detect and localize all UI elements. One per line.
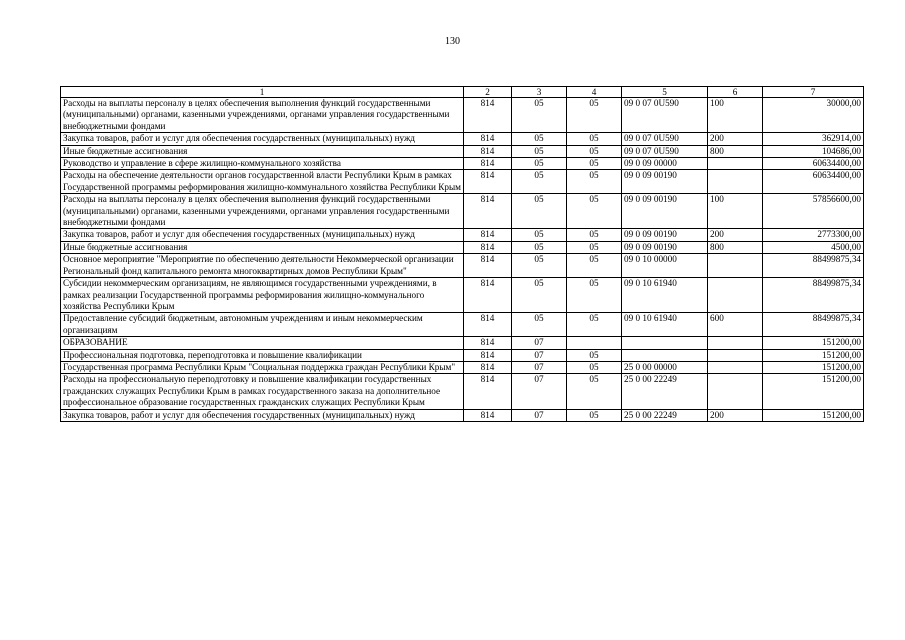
row-section-cell: 05 [512, 313, 567, 337]
row-ved-cell: 814 [464, 313, 512, 337]
row-subsection-cell: 05 [567, 98, 622, 133]
row-target-article-cell: 09 0 07 0U590 [622, 98, 708, 133]
page-number: 130 [445, 36, 460, 47]
table-body [61, 98, 864, 422]
row-expense-type-cell [708, 337, 763, 349]
row-ved-cell: 814 [464, 194, 512, 229]
row-section-cell: 05 [512, 170, 567, 194]
row-expense-type-cell: 100 [708, 194, 763, 229]
row-name-cell: Иные бюджетные ассигнования [61, 145, 464, 157]
row-subsection-cell [567, 337, 622, 349]
table-row [61, 229, 864, 241]
row-expense-type-cell: 600 [708, 313, 763, 337]
row-section-cell: 07 [512, 337, 567, 349]
row-name-cell: ОБРАЗОВАНИЕ [61, 337, 464, 349]
row-subsection-cell: 05 [567, 133, 622, 145]
row-section-cell: 05 [512, 241, 567, 253]
table-header-row [61, 87, 864, 98]
row-amount-cell: 88499875,34 [763, 313, 864, 337]
column-header: 4 [567, 87, 622, 98]
row-ved-cell: 814 [464, 337, 512, 349]
row-expense-type-cell [708, 278, 763, 313]
row-ved-cell: 814 [464, 361, 512, 373]
row-target-article-cell: 09 0 07 0U590 [622, 145, 708, 157]
row-target-article-cell: 09 0 09 00190 [622, 229, 708, 241]
table-row [61, 374, 864, 409]
row-target-article-cell: 09 0 10 61940 [622, 278, 708, 313]
row-amount-cell: 362914,00 [763, 133, 864, 145]
table-row [61, 313, 864, 337]
row-ved-cell: 814 [464, 145, 512, 157]
table-row [61, 98, 864, 133]
row-subsection-cell: 05 [567, 361, 622, 373]
row-target-article-cell: 09 0 09 00190 [622, 194, 708, 229]
row-expense-type-cell [708, 361, 763, 373]
table-row [61, 170, 864, 194]
row-name-cell: Расходы на выплаты персоналу в целях обеспечения выполнения функций государственными (муниципальными) органами, казенными учреждениями, органами управления государственными внебюджетными фондами [61, 98, 464, 133]
column-header: 1 [61, 87, 464, 98]
column-header: 7 [763, 87, 864, 98]
row-target-article-cell: 09 0 09 00190 [622, 170, 708, 194]
row-name-cell: Расходы на выплаты персоналу в целях обеспечения выполнения функций государственными (муниципальными) органами, казенными учреждениями, органами управления государственными внебюджетными фондами [61, 194, 464, 229]
row-expense-type-cell [708, 170, 763, 194]
row-name-cell: Расходы на обеспечение деятельности органов государственной власти Республики Крым в рамках Государственной программы реформирования жилищно-коммунального хозяйства Республики Крым [61, 170, 464, 194]
column-header: 3 [512, 87, 567, 98]
row-section-cell: 07 [512, 374, 567, 409]
row-expense-type-cell [708, 254, 763, 278]
row-name-cell: Субсидии некоммерческим организациям, не являющимся государственными учреждениями, в рамках реализации Государственной программы реформирования жилищно-коммунального хозяйства Республики Крым [61, 278, 464, 313]
row-target-article-cell: 09 0 09 00190 [622, 241, 708, 253]
table-row [61, 158, 864, 170]
row-subsection-cell: 05 [567, 145, 622, 157]
row-amount-cell: 151200,00 [763, 349, 864, 361]
table-row [61, 278, 864, 313]
row-section-cell: 05 [512, 145, 567, 157]
table-row [61, 361, 864, 373]
row-section-cell: 07 [512, 409, 567, 421]
table-row [61, 254, 864, 278]
row-amount-cell: 4500,00 [763, 241, 864, 253]
row-section-cell: 05 [512, 194, 567, 229]
row-section-cell: 05 [512, 278, 567, 313]
row-subsection-cell: 05 [567, 349, 622, 361]
row-name-cell: Основное мероприятие "Мероприятие по обеспечению деятельности Некоммерческой организации Региональный фонд капитального ремонта многоквартирных домов Республики Крым" [61, 254, 464, 278]
row-subsection-cell: 05 [567, 194, 622, 229]
row-amount-cell: 151200,00 [763, 409, 864, 421]
row-name-cell: Закупка товаров, работ и услуг для обеспечения государственных (муниципальных) нужд [61, 229, 464, 241]
row-subsection-cell: 05 [567, 241, 622, 253]
row-expense-type-cell: 200 [708, 229, 763, 241]
row-amount-cell: 88499875,34 [763, 254, 864, 278]
row-name-cell: Иные бюджетные ассигнования [61, 241, 464, 253]
row-expense-type-cell: 200 [708, 409, 763, 421]
row-amount-cell: 151200,00 [763, 374, 864, 409]
table-row [61, 145, 864, 157]
table-row [61, 409, 864, 421]
row-target-article-cell: 09 0 10 00000 [622, 254, 708, 278]
row-amount-cell: 151200,00 [763, 361, 864, 373]
row-ved-cell: 814 [464, 241, 512, 253]
row-amount-cell: 104686,00 [763, 145, 864, 157]
row-ved-cell: 814 [464, 158, 512, 170]
row-section-cell: 05 [512, 254, 567, 278]
row-amount-cell: 88499875,34 [763, 278, 864, 313]
row-target-article-cell: 09 0 09 00000 [622, 158, 708, 170]
column-header: 6 [708, 87, 763, 98]
row-amount-cell: 151200,00 [763, 337, 864, 349]
row-section-cell: 07 [512, 349, 567, 361]
row-ved-cell: 814 [464, 254, 512, 278]
table-row [61, 194, 864, 229]
row-ved-cell: 814 [464, 349, 512, 361]
row-subsection-cell: 05 [567, 254, 622, 278]
row-expense-type-cell: 800 [708, 241, 763, 253]
row-target-article-cell [622, 337, 708, 349]
row-target-article-cell: 25 0 00 22249 [622, 374, 708, 409]
row-subsection-cell: 05 [567, 158, 622, 170]
row-section-cell: 07 [512, 361, 567, 373]
row-target-article-cell [622, 349, 708, 361]
column-header: 5 [622, 87, 708, 98]
row-subsection-cell: 05 [567, 374, 622, 409]
table-row [61, 337, 864, 349]
row-expense-type-cell [708, 349, 763, 361]
row-name-cell: Руководство и управление в сфере жилищно-коммунального хозяйства [61, 158, 464, 170]
row-section-cell: 05 [512, 229, 567, 241]
budget-table [60, 86, 864, 422]
row-expense-type-cell: 800 [708, 145, 763, 157]
row-name-cell: Профессиональная подготовка, переподготовка и повышение квалификации [61, 349, 464, 361]
row-amount-cell: 57856600,00 [763, 194, 864, 229]
row-amount-cell: 60634400,00 [763, 158, 864, 170]
row-subsection-cell: 05 [567, 409, 622, 421]
row-name-cell: Государственная программа Республики Крым "Социальная поддержка граждан Республики Крым" [61, 361, 464, 373]
row-ved-cell: 814 [464, 374, 512, 409]
row-target-article-cell: 09 0 07 0U590 [622, 133, 708, 145]
row-ved-cell: 814 [464, 409, 512, 421]
row-name-cell: Закупка товаров, работ и услуг для обеспечения государственных (муниципальных) нужд [61, 409, 464, 421]
row-name-cell: Расходы на профессиональную переподготовку и повышение квалификации государственных гражданских служащих Республики Крым в рамках государственного заказа на дополнительное профессиональное образование государственных гражданских служащих Республики Крым [61, 374, 464, 409]
row-expense-type-cell [708, 374, 763, 409]
row-ved-cell: 814 [464, 170, 512, 194]
row-section-cell: 05 [512, 158, 567, 170]
row-amount-cell: 2773300,00 [763, 229, 864, 241]
row-section-cell: 05 [512, 133, 567, 145]
table-row [61, 349, 864, 361]
row-expense-type-cell [708, 158, 763, 170]
row-ved-cell: 814 [464, 98, 512, 133]
row-name-cell: Закупка товаров, работ и услуг для обеспечения государственных (муниципальных) нужд [61, 133, 464, 145]
table-row [61, 241, 864, 253]
row-target-article-cell: 09 0 10 61940 [622, 313, 708, 337]
row-subsection-cell: 05 [567, 170, 622, 194]
row-section-cell: 05 [512, 98, 567, 133]
row-subsection-cell: 05 [567, 278, 622, 313]
row-ved-cell: 814 [464, 229, 512, 241]
row-expense-type-cell: 200 [708, 133, 763, 145]
table-row [61, 133, 864, 145]
row-target-article-cell: 25 0 00 22249 [622, 409, 708, 421]
row-subsection-cell: 05 [567, 229, 622, 241]
column-header: 2 [464, 87, 512, 98]
row-ved-cell: 814 [464, 278, 512, 313]
row-amount-cell: 60634400,00 [763, 170, 864, 194]
row-target-article-cell: 25 0 00 00000 [622, 361, 708, 373]
row-subsection-cell: 05 [567, 313, 622, 337]
row-amount-cell: 30000,00 [763, 98, 864, 133]
row-ved-cell: 814 [464, 133, 512, 145]
row-expense-type-cell: 100 [708, 98, 763, 133]
row-name-cell: Предоставление субсидий бюджетным, автономным учреждениям и иным некоммерческим организациям [61, 313, 464, 337]
